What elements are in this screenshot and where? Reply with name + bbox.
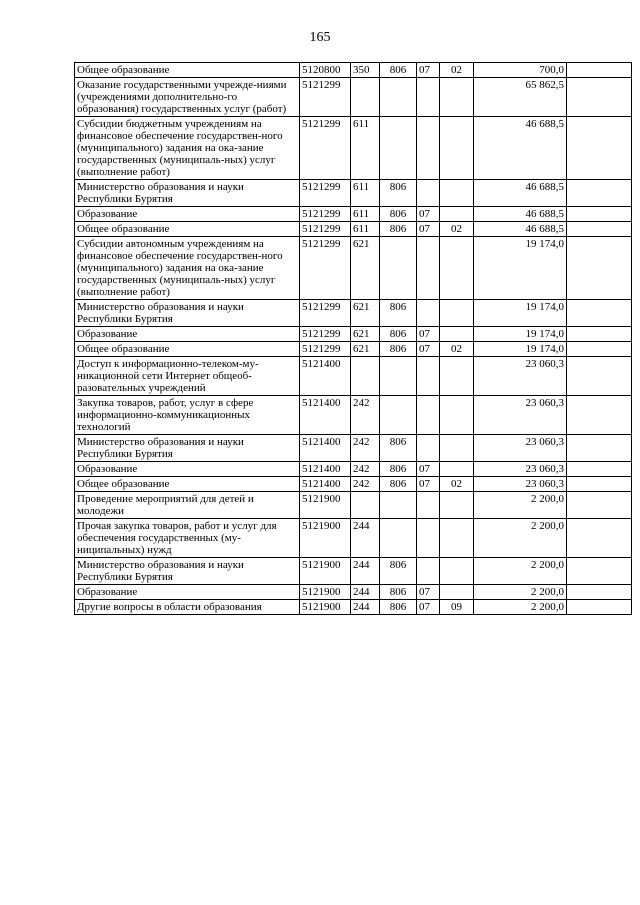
empty-cell	[567, 78, 632, 117]
table-row	[75, 222, 632, 237]
expense-name-cell: Общее образование	[75, 477, 300, 492]
target-article-cell: 5121400	[300, 357, 351, 396]
subsection-cell: 02	[440, 477, 474, 492]
administrator-code-cell: 806	[380, 63, 417, 78]
section-cell: 07	[417, 207, 440, 222]
amount-cell: 46 688,5	[474, 180, 567, 207]
expense-type-cell: 244	[351, 519, 380, 558]
amount-cell: 2 200,0	[474, 558, 567, 585]
target-article-cell: 5121400	[300, 462, 351, 477]
empty-cell	[567, 435, 632, 462]
table-row	[75, 327, 632, 342]
target-article-cell: 5121400	[300, 435, 351, 462]
amount-cell: 23 060,3	[474, 357, 567, 396]
empty-cell	[567, 558, 632, 585]
table-row	[75, 237, 632, 300]
page-number: 165	[309, 30, 331, 45]
expense-type-cell: 621	[351, 327, 380, 342]
section-cell: 07	[417, 327, 440, 342]
administrator-code-cell	[380, 78, 417, 117]
target-article-cell: 5121400	[300, 477, 351, 492]
expense-name-cell: Общее образование	[75, 63, 300, 78]
target-article-cell: 5121299	[300, 342, 351, 357]
empty-cell	[567, 63, 632, 78]
empty-cell	[567, 207, 632, 222]
expense-type-cell: 621	[351, 300, 380, 327]
table-row	[75, 600, 632, 615]
table-row	[75, 180, 632, 207]
expense-type-cell: 244	[351, 600, 380, 615]
subsection-cell	[440, 207, 474, 222]
amount-cell: 46 688,5	[474, 117, 567, 180]
target-article-cell: 5121299	[300, 78, 351, 117]
table-row	[75, 78, 632, 117]
empty-cell	[567, 237, 632, 300]
target-article-cell: 5121299	[300, 222, 351, 237]
expense-name-cell: Министерство образования и науки Республики Бурятия	[75, 435, 300, 462]
empty-cell	[567, 357, 632, 396]
subsection-cell	[440, 117, 474, 180]
administrator-code-cell: 806	[380, 558, 417, 585]
administrator-code-cell: 806	[380, 600, 417, 615]
target-article-cell: 5121900	[300, 519, 351, 558]
target-article-cell: 5121299	[300, 327, 351, 342]
expense-type-cell: 242	[351, 462, 380, 477]
budget-table-body	[75, 63, 632, 615]
administrator-code-cell: 806	[380, 207, 417, 222]
target-article-cell: 5121900	[300, 600, 351, 615]
subsection-cell	[440, 327, 474, 342]
expense-name-cell: Образование	[75, 462, 300, 477]
expense-type-cell: 350	[351, 63, 380, 78]
subsection-cell	[440, 462, 474, 477]
amount-cell: 2 200,0	[474, 585, 567, 600]
table-row	[75, 63, 632, 78]
empty-cell	[567, 327, 632, 342]
subsection-cell	[440, 357, 474, 396]
empty-cell	[567, 222, 632, 237]
table-row	[75, 300, 632, 327]
target-article-cell: 5120800	[300, 63, 351, 78]
expense-name-cell: Общее образование	[75, 222, 300, 237]
expense-type-cell: 611	[351, 180, 380, 207]
table-row	[75, 117, 632, 180]
empty-cell	[567, 585, 632, 600]
table-row	[75, 585, 632, 600]
amount-cell: 23 060,3	[474, 462, 567, 477]
expense-name-cell: Образование	[75, 585, 300, 600]
expense-type-cell: 244	[351, 585, 380, 600]
amount-cell: 700,0	[474, 63, 567, 78]
administrator-code-cell	[380, 492, 417, 519]
administrator-code-cell: 806	[380, 300, 417, 327]
target-article-cell: 5121299	[300, 300, 351, 327]
amount-cell: 2 200,0	[474, 600, 567, 615]
target-article-cell: 5121299	[300, 207, 351, 222]
empty-cell	[567, 492, 632, 519]
subsection-cell	[440, 237, 474, 300]
subsection-cell: 02	[440, 222, 474, 237]
target-article-cell: 5121900	[300, 558, 351, 585]
section-cell	[417, 435, 440, 462]
expense-type-cell: 242	[351, 396, 380, 435]
section-cell: 07	[417, 477, 440, 492]
table-row	[75, 462, 632, 477]
section-cell: 07	[417, 63, 440, 78]
empty-cell	[567, 519, 632, 558]
section-cell	[417, 117, 440, 180]
amount-cell: 19 174,0	[474, 342, 567, 357]
subsection-cell	[440, 180, 474, 207]
subsection-cell: 02	[440, 342, 474, 357]
expense-type-cell: 611	[351, 222, 380, 237]
expense-type-cell: 611	[351, 207, 380, 222]
section-cell: 07	[417, 342, 440, 357]
section-cell	[417, 357, 440, 396]
expense-type-cell: 242	[351, 477, 380, 492]
amount-cell: 23 060,3	[474, 396, 567, 435]
expense-name-cell: Министерство образования и науки Республики Бурятия	[75, 558, 300, 585]
expense-type-cell: 244	[351, 558, 380, 585]
subsection-cell	[440, 396, 474, 435]
target-article-cell: 5121400	[300, 396, 351, 435]
administrator-code-cell: 806	[380, 327, 417, 342]
table-row	[75, 357, 632, 396]
amount-cell: 23 060,3	[474, 435, 567, 462]
target-article-cell: 5121299	[300, 180, 351, 207]
empty-cell	[567, 342, 632, 357]
administrator-code-cell	[380, 396, 417, 435]
administrator-code-cell	[380, 519, 417, 558]
expense-name-cell: Проведение мероприятий для детей и молодежи	[75, 492, 300, 519]
target-article-cell: 5121900	[300, 492, 351, 519]
amount-cell: 23 060,3	[474, 477, 567, 492]
section-cell: 07	[417, 600, 440, 615]
expense-type-cell: 621	[351, 237, 380, 300]
expense-name-cell: Образование	[75, 327, 300, 342]
expense-type-cell: 242	[351, 435, 380, 462]
expense-type-cell: 611	[351, 117, 380, 180]
empty-cell	[567, 477, 632, 492]
subsection-cell: 02	[440, 63, 474, 78]
expense-name-cell: Общее образование	[75, 342, 300, 357]
section-cell	[417, 180, 440, 207]
expense-name-cell: Министерство образования и науки Республики Бурятия	[75, 300, 300, 327]
section-cell	[417, 78, 440, 117]
subsection-cell	[440, 435, 474, 462]
expense-type-cell	[351, 492, 380, 519]
amount-cell: 19 174,0	[474, 237, 567, 300]
subsection-cell	[440, 300, 474, 327]
empty-cell	[567, 462, 632, 477]
table-row	[75, 558, 632, 585]
administrator-code-cell: 806	[380, 342, 417, 357]
budget-table	[74, 62, 632, 615]
administrator-code-cell	[380, 237, 417, 300]
administrator-code-cell: 806	[380, 222, 417, 237]
amount-cell: 46 688,5	[474, 222, 567, 237]
empty-cell	[567, 396, 632, 435]
table-row	[75, 396, 632, 435]
administrator-code-cell: 806	[380, 435, 417, 462]
section-cell: 07	[417, 222, 440, 237]
table-row	[75, 519, 632, 558]
subsection-cell	[440, 558, 474, 585]
expense-name-cell: Субсидии бюджетным учреждениям на финансовое обеспечение государствен-ного (муниципального) задания на ока-зание государственных (муниципаль-ных) услуг (выполнение работ)	[75, 117, 300, 180]
administrator-code-cell: 806	[380, 462, 417, 477]
amount-cell: 65 862,5	[474, 78, 567, 117]
table-row	[75, 492, 632, 519]
section-cell: 07	[417, 462, 440, 477]
table-row	[75, 435, 632, 462]
empty-cell	[567, 180, 632, 207]
expense-name-cell: Субсидии автономным учреждениям на финансовое обеспечение государствен-ного (муниципального) задания на ока-зание государственных (муниципаль-ных) услуг (выполнение работ)	[75, 237, 300, 300]
expense-name-cell: Министерство образования и науки Республики Бурятия	[75, 180, 300, 207]
administrator-code-cell: 806	[380, 477, 417, 492]
section-cell	[417, 558, 440, 585]
section-cell	[417, 492, 440, 519]
expense-name-cell: Доступ к информационно-телеком-му-никационной сети Интернет общеоб-разовательных учреждений	[75, 357, 300, 396]
amount-cell: 19 174,0	[474, 300, 567, 327]
administrator-code-cell: 806	[380, 585, 417, 600]
expense-name-cell: Оказание государственными учрежде-ниями (учреждениями дополнительно-го образования) государственных услуг (работ)	[75, 78, 300, 117]
amount-cell: 19 174,0	[474, 327, 567, 342]
expense-name-cell: Прочая закупка товаров, работ и услуг для обеспечения государственных (му-ниципальных) нужд	[75, 519, 300, 558]
expense-type-cell	[351, 78, 380, 117]
target-article-cell: 5121299	[300, 117, 351, 180]
section-cell	[417, 519, 440, 558]
expense-name-cell: Другие вопросы в области образования	[75, 600, 300, 615]
table-row	[75, 342, 632, 357]
subsection-cell	[440, 519, 474, 558]
administrator-code-cell	[380, 357, 417, 396]
amount-cell: 2 200,0	[474, 492, 567, 519]
expense-name-cell: Образование	[75, 207, 300, 222]
section-cell	[417, 396, 440, 435]
empty-cell	[567, 600, 632, 615]
administrator-code-cell	[380, 117, 417, 180]
empty-cell	[567, 300, 632, 327]
expense-type-cell	[351, 357, 380, 396]
section-cell: 07	[417, 585, 440, 600]
subsection-cell	[440, 492, 474, 519]
expense-name-cell: Закупка товаров, работ, услуг в сфере информационно-коммуникационных технологий	[75, 396, 300, 435]
table-row	[75, 477, 632, 492]
target-article-cell: 5121299	[300, 237, 351, 300]
administrator-code-cell: 806	[380, 180, 417, 207]
table-row	[75, 207, 632, 222]
target-article-cell: 5121900	[300, 585, 351, 600]
subsection-cell	[440, 78, 474, 117]
section-cell	[417, 300, 440, 327]
empty-cell	[567, 117, 632, 180]
expense-type-cell: 621	[351, 342, 380, 357]
subsection-cell: 09	[440, 600, 474, 615]
amount-cell: 2 200,0	[474, 519, 567, 558]
subsection-cell	[440, 585, 474, 600]
amount-cell: 46 688,5	[474, 207, 567, 222]
section-cell	[417, 237, 440, 300]
